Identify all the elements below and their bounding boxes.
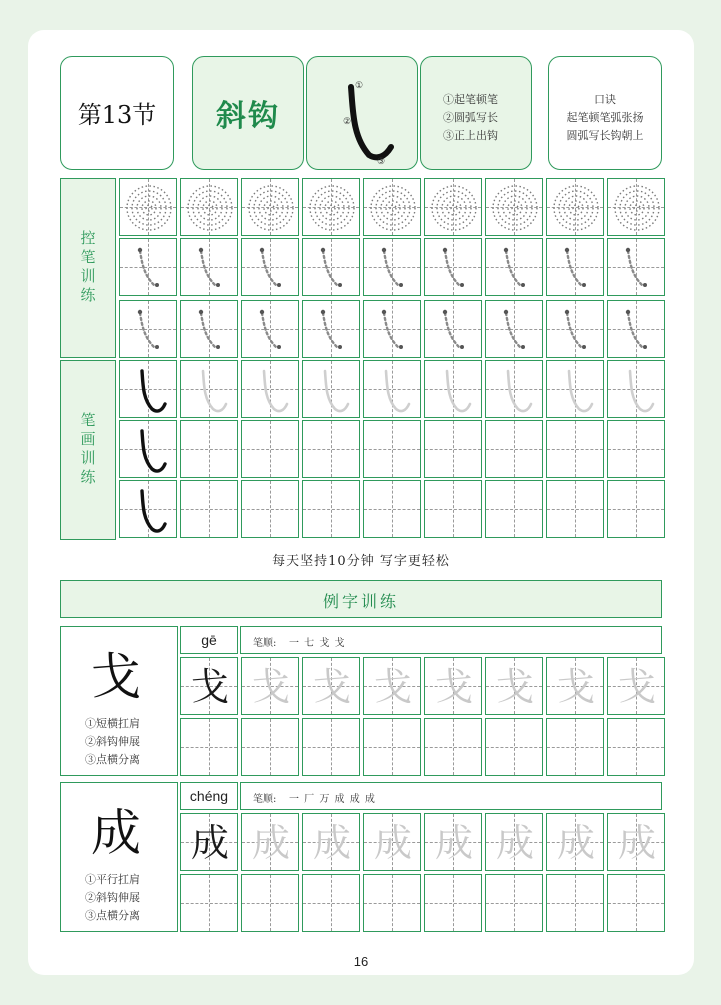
character-practice-cell[interactable] (363, 718, 421, 776)
stroke-order-label: 笔顺: (253, 638, 277, 649)
rhyme-title: 口诀 (594, 93, 616, 106)
stroke-demo-box (306, 56, 418, 170)
dotted-hook-stroke (364, 239, 421, 296)
practice-cell[interactable] (119, 238, 177, 296)
practice-cell[interactable] (119, 300, 177, 358)
dotted-spiral (242, 179, 299, 236)
practice-cell[interactable] (607, 360, 665, 418)
dotted-spiral (425, 179, 482, 236)
practice-cell[interactable] (119, 480, 177, 538)
practice-cell[interactable] (607, 420, 665, 478)
character-note-2: ②斜钩伸展 (85, 735, 140, 748)
rhyme-line-2: 圆弧写长钩朝上 (566, 129, 644, 142)
stroke-training-label: 笔画训练 (60, 360, 116, 540)
character-practice-cell[interactable] (607, 657, 665, 715)
practice-cell[interactable] (241, 238, 299, 296)
character-practice-cell[interactable] (241, 657, 299, 715)
trace-character: 戈 (251, 665, 290, 709)
stroke-name-box (192, 56, 304, 170)
practice-cell[interactable] (546, 480, 604, 538)
grid-guide-v (636, 719, 637, 775)
character-practice-cell[interactable] (180, 874, 238, 932)
model-character: 成 (190, 821, 229, 865)
slant-hook-stroke (364, 361, 421, 418)
character-practice-cell[interactable] (607, 874, 665, 932)
grid-guide-v (636, 481, 637, 537)
model-character: 戈 (190, 665, 229, 709)
dotted-hook-stroke (547, 301, 604, 358)
practice-cell[interactable] (607, 178, 665, 236)
practice-cell[interactable] (485, 300, 543, 358)
dotted-hook-stroke (364, 301, 421, 358)
character-practice-cell[interactable] (607, 813, 665, 871)
practice-cell[interactable] (302, 360, 360, 418)
practice-cell[interactable] (485, 178, 543, 236)
practice-cell[interactable] (424, 420, 482, 478)
dotted-hook-stroke (120, 301, 177, 358)
grid-guide-v (270, 875, 271, 931)
grid-guide-v (209, 421, 210, 477)
dotted-spiral (120, 179, 177, 236)
dotted-hook-stroke (608, 239, 665, 296)
slant-hook-stroke (303, 361, 360, 418)
slogan: 每天坚持10分钟 写字更轻松 (272, 554, 450, 569)
practice-cell[interactable] (363, 480, 421, 538)
trace-character: 成 (495, 821, 534, 865)
practice-cell[interactable] (424, 178, 482, 236)
character-practice-cell[interactable] (546, 874, 604, 932)
section-number-box (60, 56, 174, 170)
dotted-hook-stroke (181, 301, 238, 358)
trace-character: 成 (312, 821, 351, 865)
practice-cell[interactable] (546, 420, 604, 478)
practice-cell[interactable] (119, 178, 177, 236)
dotted-hook-stroke (242, 301, 299, 358)
stroke-order: 一 厂 万 成 成 成 (289, 794, 376, 805)
slant-hook-stroke (608, 361, 665, 418)
character-practice-cell[interactable] (546, 657, 604, 715)
grid-guide-v (209, 719, 210, 775)
trace-character: 成 (373, 821, 412, 865)
grid-guide-v (392, 719, 393, 775)
grid-guide-v (331, 421, 332, 477)
practice-cell[interactable] (241, 360, 299, 418)
dotted-spiral (486, 179, 543, 236)
practice-cell[interactable] (607, 300, 665, 358)
dotted-hook-stroke (303, 301, 360, 358)
grid-guide-v (636, 421, 637, 477)
grid-guide-v (453, 481, 454, 537)
practice-cell[interactable] (363, 178, 421, 236)
slant-hook-stroke (120, 361, 177, 418)
grid-guide-v (331, 875, 332, 931)
character-practice-cell[interactable] (424, 813, 482, 871)
character-practice-cell[interactable] (424, 718, 482, 776)
dotted-hook-stroke (425, 239, 482, 296)
dotted-hook-stroke (181, 239, 238, 296)
step-2: ②圆弧写长 (443, 111, 498, 124)
practice-cell[interactable] (302, 300, 360, 358)
dotted-hook-stroke (608, 301, 665, 358)
practice-cell[interactable] (241, 178, 299, 236)
grid-guide-v (453, 875, 454, 931)
pinyin-box (180, 782, 238, 810)
character-practice-cell[interactable] (485, 874, 543, 932)
trace-character: 成 (251, 821, 290, 865)
character-practice-cell[interactable] (424, 874, 482, 932)
example-character: 成 (91, 804, 141, 862)
practice-cell[interactable] (485, 420, 543, 478)
dotted-spiral (303, 179, 360, 236)
dotted-spiral (547, 179, 604, 236)
grid-guide-v (575, 481, 576, 537)
grid-guide-v (575, 875, 576, 931)
grid-guide-v (636, 875, 637, 931)
character-practice-cell[interactable] (241, 874, 299, 932)
slant-hook-stroke (120, 481, 177, 538)
grid-guide-v (209, 875, 210, 931)
practice-cell[interactable] (546, 178, 604, 236)
practice-cell[interactable] (180, 360, 238, 418)
character-practice-cell[interactable] (546, 813, 604, 871)
grid-guide-v (453, 421, 454, 477)
stroke-order-bar (240, 626, 662, 654)
worksheet-page (28, 30, 694, 975)
character-practice-cell[interactable] (302, 813, 360, 871)
trace-character: 成 (434, 821, 473, 865)
practice-cell[interactable] (546, 300, 604, 358)
practice-cell[interactable] (485, 480, 543, 538)
practice-cell[interactable] (363, 420, 421, 478)
practice-cell[interactable] (302, 178, 360, 236)
character-practice-cell[interactable] (302, 718, 360, 776)
stroke-mark-2: ② (343, 117, 352, 127)
example-character-panel (60, 782, 178, 932)
stroke-mark-3: ③ (377, 157, 386, 167)
dotted-hook-stroke (303, 239, 360, 296)
practice-cell[interactable] (180, 238, 238, 296)
practice-cell[interactable] (302, 480, 360, 538)
practice-cell[interactable] (302, 420, 360, 478)
grid-guide-v (514, 875, 515, 931)
character-practice-cell[interactable] (302, 874, 360, 932)
grid-guide-v (514, 481, 515, 537)
example-section-title: 例字训练 (322, 592, 399, 611)
character-practice-cell[interactable] (241, 718, 299, 776)
stroke-steps-box (420, 56, 532, 170)
dotted-spiral (364, 179, 421, 236)
pinyin: gē (201, 632, 217, 648)
pinyin: chéng (189, 788, 229, 804)
character-practice-cell[interactable] (607, 718, 665, 776)
practice-cell[interactable] (607, 238, 665, 296)
character-practice-cell[interactable] (485, 718, 543, 776)
trace-character: 成 (617, 821, 656, 865)
pinyin-box (180, 626, 238, 654)
stroke-order-label: 笔顺: (253, 794, 277, 805)
grid-guide-v (575, 719, 576, 775)
practice-cell[interactable] (485, 238, 543, 296)
trace-character: 戈 (373, 665, 412, 709)
character-practice-cell[interactable] (363, 874, 421, 932)
character-practice-cell[interactable] (180, 718, 238, 776)
character-practice-cell[interactable] (424, 657, 482, 715)
character-practice-cell[interactable] (546, 718, 604, 776)
grid-guide-v (514, 421, 515, 477)
practice-cell[interactable] (180, 420, 238, 478)
grid-guide-v (514, 719, 515, 775)
grid-guide-v (209, 481, 210, 537)
practice-cell[interactable] (241, 420, 299, 478)
practice-cell[interactable] (119, 420, 177, 478)
practice-cell[interactable] (424, 238, 482, 296)
page-number: 16 (353, 954, 369, 969)
stroke-order-bar (240, 782, 662, 810)
practice-cell[interactable] (546, 238, 604, 296)
practice-cell[interactable] (424, 300, 482, 358)
dotted-hook-stroke (486, 301, 543, 358)
character-practice-cell[interactable] (485, 813, 543, 871)
practice-cell[interactable] (546, 360, 604, 418)
character-practice-cell[interactable] (241, 813, 299, 871)
grid-guide-v (392, 421, 393, 477)
grid-guide-v (453, 719, 454, 775)
practice-cell[interactable] (424, 360, 482, 418)
example-character-panel (60, 626, 178, 776)
rhyme-line-1: 起笔顿笔弧张扬 (566, 111, 644, 124)
character-practice-cell[interactable] (363, 657, 421, 715)
step-1: ①起笔顿笔 (443, 93, 498, 106)
grid-guide-v (575, 421, 576, 477)
stroke-order: 一 七 戈 戈 (289, 638, 346, 649)
practice-cell[interactable] (363, 360, 421, 418)
practice-cell[interactable] (241, 480, 299, 538)
dotted-hook-stroke (425, 301, 482, 358)
stroke-mark-1: ① (355, 81, 364, 91)
character-practice-cell[interactable] (363, 813, 421, 871)
practice-cell[interactable] (302, 238, 360, 296)
rhyme-box (548, 56, 662, 170)
dotted-hook-stroke (242, 239, 299, 296)
trace-character: 戈 (495, 665, 534, 709)
trace-character: 戈 (312, 665, 351, 709)
trace-character: 戈 (617, 665, 656, 709)
practice-cell[interactable] (424, 480, 482, 538)
dotted-spiral (181, 179, 238, 236)
character-note-3: ③点横分离 (85, 909, 140, 922)
practice-cell[interactable] (180, 178, 238, 236)
character-practice-cell[interactable] (180, 813, 238, 871)
character-practice-cell[interactable] (180, 657, 238, 715)
section-title: 第13节 (77, 101, 157, 129)
practice-cell[interactable] (241, 300, 299, 358)
practice-cell[interactable] (607, 480, 665, 538)
slant-hook-stroke (425, 361, 482, 418)
character-note-1: ①短横扛肩 (85, 717, 140, 730)
character-practice-cell[interactable] (485, 657, 543, 715)
character-note-3: ③点横分离 (85, 753, 140, 766)
grid-guide-v (270, 481, 271, 537)
practice-cell[interactable] (363, 300, 421, 358)
example-section-header (60, 580, 662, 618)
character-note-1: ①平行扛肩 (85, 873, 140, 886)
slant-hook-stroke (547, 361, 604, 418)
grid-guide-v (392, 875, 393, 931)
trace-character: 戈 (556, 665, 595, 709)
stroke-demo-glyph (307, 57, 419, 171)
dotted-hook-stroke (486, 239, 543, 296)
step-3: ③正上出钩 (443, 129, 498, 142)
trace-character: 成 (556, 821, 595, 865)
grid-guide-v (331, 719, 332, 775)
stroke-name: 斜钩 (216, 99, 280, 134)
example-character: 戈 (91, 648, 141, 706)
practice-cell[interactable] (180, 480, 238, 538)
trace-character: 戈 (434, 665, 473, 709)
practice-cell[interactable] (363, 238, 421, 296)
grid-guide-v (331, 481, 332, 537)
practice-cell[interactable] (180, 300, 238, 358)
character-practice-cell[interactable] (302, 657, 360, 715)
dotted-spiral (608, 179, 665, 236)
control-training-label: 控笔训练 (60, 178, 116, 358)
practice-cell[interactable] (485, 360, 543, 418)
slant-hook-stroke (486, 361, 543, 418)
character-note-2: ②斜钩伸展 (85, 891, 140, 904)
dotted-hook-stroke (547, 239, 604, 296)
slant-hook-stroke (120, 421, 177, 478)
grid-guide-v (270, 421, 271, 477)
slant-hook-stroke (181, 361, 238, 418)
grid-guide-v (270, 719, 271, 775)
slant-hook-stroke (242, 361, 299, 418)
practice-cell[interactable] (119, 360, 177, 418)
grid-guide-v (392, 481, 393, 537)
dotted-hook-stroke (120, 239, 177, 296)
